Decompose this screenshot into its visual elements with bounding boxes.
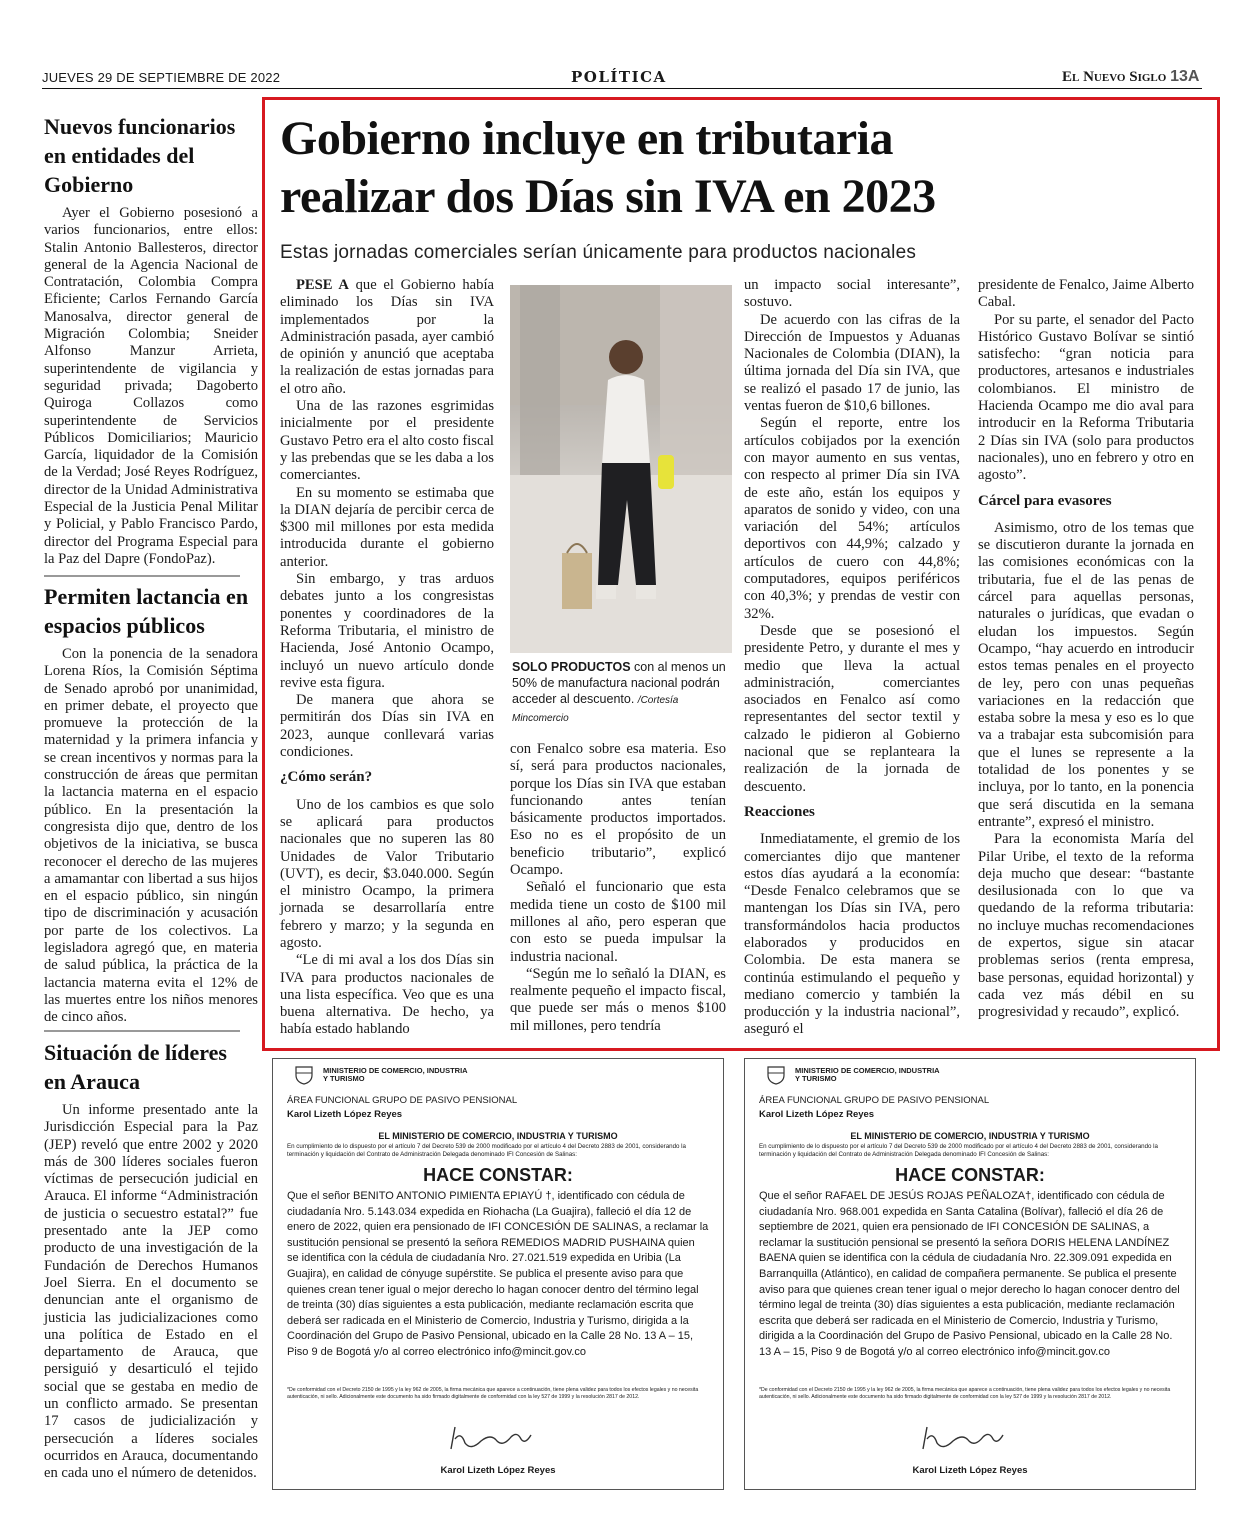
notice-footnote: *De conformidad con el Decreto 2150 de 1995 y la ley 962 de 2005, la firma mecánica que aparece a continuación, tiene plena validez para todos los efectos legales y no necesita autenticación, ni sello. Adicionalmente este documento ha sido firmado digitalmente de conformidad con la ley 527 de 1999 y la resolución 2817 de 2012.: [759, 1387, 1171, 1400]
issue-date: JUEVES 29 DE SEPTIEMBRE DE 2022: [42, 70, 281, 85]
notice-body: Que el señor BENITO ANTONIO PIMIENTA EPIAYÚ †, identificado con cédula de ciudadanía Nro. 5.143.034 expedida en Riohacha (La Guajira), falleció el día 12 de enero de 2022, quien era pensionado de IFI CONCESIÓN DE SALINAS, a reclamar la sustitución pensional se presentó la señora REMEDIOS MADRID PUSHAINA quien se identifica con la cédula de ciudadanía Nro. 27.021.519 expedida en Uribia (La Guajira), en calidad de cónyuge supérstite. Se publica el presente aviso para que quienes crean tener igual o mejor derecho lo hagan conocer dentro del término legal de treinta (30) días siguientes a esta publicación, mediante reclamación escrita que deberá ser radicada en el Ministerio de Comercio, Industria y Turismo, dirigida a la Coordinación del Grupo de Pasivo Pensional, ubicado en la Calle 28 No. 13 A – 15, Piso 9 de Bogotá y/o al correo electrónico info@mincit.gov.co: [287, 1190, 709, 1358]
subheading: Reacciones: [744, 803, 815, 820]
signature-icon: [441, 1419, 541, 1459]
paragraph: que el Gobierno había eliminado los Días sin IVA implementados por la Administración pasada, ayer cambió de opinión y anunció que aceptaba la realización de estas jornadas para el otro año.: [280, 277, 494, 397]
paragraph: Para la economista María del Pilar Uribe, el texto de la reforma deja mucho que desear: “bastante desilusionada con lo que va quedando de la reforma tributaria: no incluye muchas recomendaciones de expertos, sigue sin atacar problemas serios (renta empresa, base personas, equidad horizontal) y cada vez más débil en su progresividad y recaudo”, explicó.: [978, 831, 1194, 1021]
article-photo: [510, 285, 732, 653]
paper-name: El Nuevo Siglo: [1062, 69, 1167, 85]
photo-credit: /Cortesía Mincomercio: [512, 695, 679, 724]
sidebar-divider: [44, 1030, 240, 1032]
paragraph: Uno de los cambios es que solo se aplicará para productos nacionales que no superen las 80 Unidades de Valor Tributario (UVT), es decir, $3.040.000. Según el ministro Ocampo, la primera jornada se desarrollaría entre febrero y marzo; y la segunda en agosto.: [280, 796, 494, 951]
signer-name: Karol Lizeth López Reyes: [912, 1465, 1028, 1476]
paragraph: “Le di mi aval a los dos Días sin IVA para productos nacionales de una lista específica. Veo que es una buena alternativa. De hecho, ya había estado hablando: [280, 952, 494, 1038]
paragraph: con Fenalco sobre esa materia. Eso sí, será para productos nacionales, porque los Días sin IVA que estaban funcionando antes tenían básicamente productos importados. Eso no es el propósito de un beneficio tributario”, explicó Ocampo.: [510, 741, 726, 879]
paragraph: Asimismo, otro de los temas que se discutieron durante la jornada en las comisiones económicas con la tributaria, fue el de las penas de cárcel para aquellas personas, naturales o jurídicas, que evadan o eludan los impuestos. Según Ocampo, “hay acuerdo en introducir estos temas penales en el proyecto de ley, pero con unas pequeñas variaciones en la redacción que estaba sobre la mesa y eso es lo que va a trabajar esta subcomisión para que el lunes se represente a la totalidad de los ponentes y se incluya, por lo tanto, en la ponencia que será discutida en la semana entrante”, expresó el ministro.: [978, 519, 1194, 830]
hace-constar: HACE CONSTAR:: [895, 1165, 1045, 1185]
notice-footnote: *De conformidad con el Decreto 2150 de 1995 y la ley 962 de 2005, la firma mecánica que aparece a continuación, tiene plena validez para todos los efectos legales y no necesita autenticación, ni sello. Adicionalmente este documento ha sido firmado digitalmente de conformidad con la ley 527 de 1999 y la resolución 2817 de 2012.: [287, 1387, 699, 1400]
notice-heading: EL MINISTERIO DE COMERCIO, INDUSTRIA Y TURISMO: [850, 1131, 1090, 1141]
paragraph: Sin embargo, y tras arduos debates junto a los congresistas ponentes y coordinadores de la Reforma Tributaria, el ministro de Hacienda, José Antonio Ocampo, incluyó un nuevo artículo donde revive esta figura.: [280, 571, 494, 691]
legal-notice-2: [744, 1058, 1196, 1490]
official-name: Karol Lizeth López Reyes: [759, 1109, 875, 1120]
story-body: Un informe presentado ante la Jurisdicción Especial para la Paz (JEP) reveló que entre 2002 y 2020 más de 300 líderes sociales fueron víctimas de persecución judicial en Arauca. El informe “Administración de justicia o secuestro estatal?” fue presentado ante la JEP como producto de una investigación de la Fundación de Derechos Humanos Joel Sierra. En el documento se denuncian ante el organismo de justicia las judicializaciones como una política de Estado en el departamento de Arauca, que persiguió y desarticuló el tejido social que se gestaba en medio de un conflicto armado. Se presentan 17 casos de judicialización y persecución a líderes sociales ocurridos en Arauca, documentando en cada uno el número de detenidos.: [44, 1102, 258, 1482]
subheading: Cárcel para evasores: [978, 492, 1112, 509]
sidebar-story-3: [44, 1038, 258, 1483]
paragraph: Según el reporte, entre los artículos cobijados por la exención con mayor aumento en sus ventas, con respecto al primer Día sin IVA de este año, están los equipos y aparatos de sonido y video, con una variación del 54%; artículos deportivos con 44,9%; calzado y artículos de cuero con 44,8%; computadores, equipos periféricos con 40,3%; y prendas de vestir con 32%.: [744, 415, 960, 622]
paragraph: “Según me lo señaló la DIAN, es realmente pequeño el impacto fiscal, que puede ser más o menos $100 mil millones, pero tendría: [510, 965, 726, 1034]
official-name: Karol Lizeth López Reyes: [287, 1109, 403, 1120]
masthead: [1062, 68, 1199, 86]
article-headline: [280, 110, 1210, 226]
notice-heading: EL MINISTERIO DE COMERCIO, INDUSTRIA Y TURISMO: [378, 1131, 618, 1141]
header-rule: [42, 88, 1202, 89]
area-label: ÁREA FUNCIONAL GRUPO DE PASIVO PENSIONAL: [287, 1095, 518, 1106]
legal-basis: En cumplimiento de lo dispuesto por el artículo 7 del Decreto 539 de 2000 modificado por el artículo 4 del Decreto 2883 de 2001, considerando la terminación y liquidación del Contrato de Administración Delegada denominado IFI Concesión de Salinas:: [287, 1143, 687, 1158]
page-number: 13A: [1170, 68, 1200, 85]
section-title: POLÍTICA: [571, 68, 667, 86]
shopper-illustration: [510, 285, 732, 653]
coat-of-arms-icon: [293, 1065, 315, 1085]
legal-notice-1: [272, 1058, 724, 1490]
headline-line-2: realizar dos Días sin IVA en 2023: [280, 170, 936, 223]
article-column-1: [280, 277, 494, 1039]
story-title: Nuevos funcionarios en entidades del Gobierno: [44, 114, 236, 197]
notice-body: Que el señor RAFAEL DE JESÚS ROJAS PEÑALOZA†, identificado con cédula de ciudadanía Nro. 968.001 expedida en Santa Catalina (Bolívar), falleció el día 26 de septiembre de 2021, quien era pensionado de IFI CONCESIÓN DE SALINAS, a reclamar la sustitución pensional se presentó la señora DORIS HELENA LANDÍNEZ BAENA quien se identifica con la cédula de ciudadanía Nro. 22.309.091 expedida en Barranquilla (Atlántico), en calidad de compañera permanente. Se publica el presente aviso para que quienes crean tener igual o mejor derecho lo hagan conocer dentro del término legal de treinta (30) días siguientes a esta publicación, mediante reclamación escrita que deberá ser radicada en el Ministerio de Comercio, Industria y Turismo, dirigida a la Coordinación del Grupo de Pasivo Pensional, ubicado en la Calle 28 No. 13 A – 15, Piso 9 de Bogotá y/o al correo electrónico info@mincit.gov.co: [759, 1190, 1180, 1358]
paragraph: De acuerdo con las cifras de la Dirección de Impuestos y Aduanas Nacionales de Colombia (DIAN), la última jornada del Día sin IVA, que se realizó el pasado 17 de junio, las ventas fueron de $10,6 billones.: [744, 311, 960, 415]
lead-in: PESE A: [296, 277, 349, 293]
article-column-3: [744, 277, 960, 1039]
coat-of-arms-icon: [765, 1065, 787, 1085]
story-title: Situación de líderes en Arauca: [44, 1040, 227, 1094]
caption-text: con al menos un 50% de manufactura nacional podrán acceder al descuento.: [512, 660, 726, 706]
story-body: Ayer el Gobierno posesionó a varios funcionarios, entre ellos: Stalin Antonio Ballesteros, director general de la Agencia Nacional de Contratación, Colombia Compra Eficiente; Carlos Fernando García Manosalva, director general de Migración Colombia; Sneider Alfonso Manzur Arrieta, superintendente de vigilancia y seguridad privada; Dagoberto Quiroga Collazos como superintendente de Servicios Públicos Domiciliarios; Mauricio García, liquidador de la Comisión de la Verdad; José Reyes Rodríguez, director de la Unidad Administrativa Especial de la Justicia Penal Militar y Policial, y Pablo Francisco Pardo, director del Programa Especial para la Paz del Dapre (FondoPaz).: [44, 205, 258, 567]
paragraph: presidente de Fenalco, Jaime Alberto Cabal.: [978, 277, 1194, 311]
story-title: Permiten lactancia en espacios públicos: [44, 584, 249, 638]
paragraph: Por su parte, el senador del Pacto Histórico Gustavo Bolívar se sintió satisfecho: “gran noticia para productores, artesanos e industriales colombianos. El ministro de Hacienda Ocampo me dio aval para introducir en la Reforma Tributaria 2 Días sin IVA (solo para productos nacionales), uno en febrero y otro en agosto”.: [978, 311, 1194, 484]
headline-line-1: Gobierno incluye en tributaria: [280, 112, 893, 165]
sidebar-divider: [44, 575, 240, 577]
sidebar-story-1: [44, 112, 258, 568]
hace-constar: HACE CONSTAR:: [423, 1165, 573, 1185]
ministry-logo-text: MINISTERIO DE COMERCIO, INDUSTRIA Y TURISMO: [795, 1066, 940, 1083]
paragraph: Una de las razones esgrimidas inicialmente por el presidente Gustavo Petro era el alto costo fiscal y las prebendas que se les daba a los comerciantes.: [280, 398, 494, 484]
caption-lead: SOLO PRODUCTOS: [512, 660, 631, 674]
article-column-4: [978, 277, 1194, 1021]
paragraph: Señaló el funcionario que esta medida tiene un costo de $100 mil millones al año, pero esperan que con esto se pueda impulsar la industria nacional.: [510, 879, 726, 965]
signature-icon: [913, 1419, 1013, 1459]
article-deck: Estas jornadas comerciales serían únicamente para productos nacionales: [280, 242, 917, 263]
ministry-logo-text: MINISTERIO DE COMERCIO, INDUSTRIA Y TURISMO: [323, 1066, 468, 1083]
signer-name: Karol Lizeth López Reyes: [440, 1465, 556, 1476]
paragraph: Inmediatamente, el gremio de los comerciantes dijo que mantener estos días ayudará a la economía: “Desde Fenalco celebramos que se mantengan los Días sin IVA, pero transformándolos hacia productos elaborados y producidos en Colombia. De esta manera se continúa estimulando el pequeño y mediano comercio y también la producción y la industria nacional”, aseguró el: [744, 831, 960, 1038]
photo-caption: [512, 659, 734, 727]
sidebar-story-2: [44, 582, 258, 1027]
paragraph: De manera que ahora se permitirán dos Días sin IVA en 2023, aunque conllevará varias condiciones.: [280, 692, 494, 761]
paragraph: En su momento se estimaba que la DIAN dejaría de percibir cerca de $300 mil millones por esta medida introducida durante el gobierno anterior.: [280, 484, 494, 570]
subheading: ¿Cómo serán?: [280, 769, 373, 786]
article-column-2: [510, 741, 726, 1035]
paragraph: un impacto social interesante”, sostuvo.: [744, 277, 960, 311]
area-label: ÁREA FUNCIONAL GRUPO DE PASIVO PENSIONAL: [759, 1095, 990, 1106]
legal-basis: En cumplimiento de lo dispuesto por el artículo 7 del Decreto 539 de 2000 modificado por el artículo 4 del Decreto 2883 de 2001, considerando la terminación y liquidación del Contrato de Administración Delegada denominado IFI Concesión de Salinas:: [759, 1143, 1159, 1158]
paragraph: Desde que se posesionó el presidente Petro, y durante el mes y medio que lleva la actual administración, comerciantes asociados en Fenalco así como representantes del sector textil y calzado le pidieron al Gobierno nacional que se replanteara la realización de la jornada de descuento.: [744, 622, 960, 795]
story-body: Con la ponencia de la senadora Lorena Ríos, la Comisión Séptima de Senado aprobó por unanimidad, en primer debate, el proyecto que promueve la protección de la maternidad y la primera infancia y se crean incentivos y normas para la construcción de áreas que permitan la lactancia materna en el espacio público. En la presentación la congresista dijo que, dentro de los objetivos de la iniciativa, se busca reconocer el derecho de las mujeres a amamantar con libertad a sus hijos en el espacio público, sin ningún tipo de discriminación y acusación por parte de los colectivos. La legisladora agregó que, en materia de salud pública, la práctica de la lactancia materna evita el 12% de las muertes entre los niños menores de cinco años.: [44, 646, 258, 1026]
